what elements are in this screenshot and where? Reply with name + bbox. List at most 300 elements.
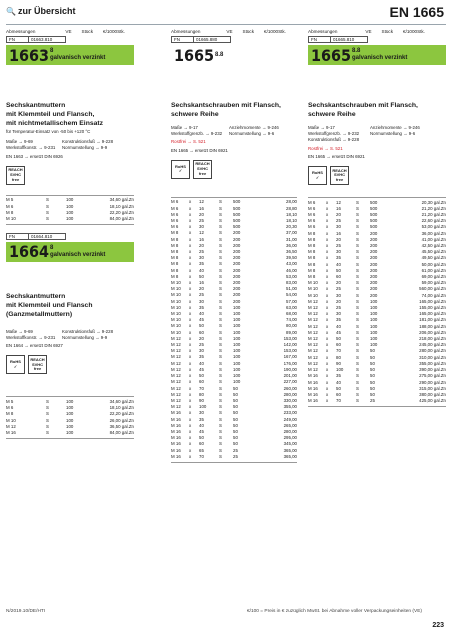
table-cell: S <box>356 360 359 366</box>
table-cell: S <box>356 391 359 397</box>
info-link[interactable]: Maße → 9-17 <box>308 125 335 130</box>
table-cell: x <box>189 428 192 434</box>
table-cell: 50 <box>370 385 375 391</box>
table-cell: 30 <box>336 224 341 230</box>
table-cell: S <box>219 205 222 211</box>
info-link[interactable]: Anziehmomente → 9-246 <box>229 125 279 130</box>
title-line: mit Klemmteil und Flansch, <box>6 111 95 118</box>
table-cell: M 12 <box>308 311 318 317</box>
part-number-box <box>308 36 368 43</box>
table-cell: 100 <box>66 197 74 203</box>
table-cell: 50 <box>370 360 375 366</box>
table-cell: 12 <box>336 199 341 205</box>
table-cell: 54,00 <box>286 292 297 298</box>
info-link[interactable]: Anziehmomente → 9-246 <box>370 125 420 130</box>
table-cell: 16 <box>199 236 204 242</box>
table-cell: x <box>326 261 329 267</box>
table-cell: 57,00 <box>286 298 297 304</box>
badge-text: SVHC <box>196 166 209 172</box>
table-cell: 30 <box>199 224 204 230</box>
table-cell: S <box>46 423 49 429</box>
table-cell: 20,30 <box>286 224 297 230</box>
table-cell: M 16 <box>171 428 181 434</box>
table-cell: 176,00 <box>283 360 297 366</box>
table-cell: 153,00 <box>283 348 297 354</box>
back-to-overview-link[interactable] <box>6 6 75 16</box>
table-cell: S <box>219 211 222 217</box>
product-grade: 8.8 <box>215 51 224 58</box>
table-cell: 200 <box>370 280 378 286</box>
table-cell: S <box>356 317 359 323</box>
table-cell: S <box>356 212 359 218</box>
table-cell: M 12 <box>171 404 181 410</box>
table-cell: 50 <box>199 373 204 379</box>
table-cell: x <box>326 236 329 242</box>
table-cell: M 8 <box>308 230 316 236</box>
info-link[interactable]: Maße → 9-17 <box>171 125 198 130</box>
table-cell: 290,00 gal.Zn <box>419 379 446 385</box>
table-cell: S <box>219 348 222 354</box>
table-cell: x <box>326 249 329 255</box>
divider <box>6 195 134 196</box>
table-cell: 40 <box>336 261 341 267</box>
table-cell: S <box>219 373 222 379</box>
info-link[interactable]: Konstruktionsfuß → 9-228 <box>62 139 114 145</box>
table-cell: 20 <box>336 236 341 242</box>
pn-value: 01665.810 <box>333 37 355 42</box>
table-cell: S <box>356 398 359 404</box>
table-cell: 40 <box>336 323 341 329</box>
table-cell: M 12 <box>308 305 318 311</box>
info-link[interactable]: Normumstellung → 9-6 <box>370 131 416 137</box>
rohs-badge <box>308 166 327 185</box>
table-cell: 40 <box>336 379 341 385</box>
table-cell: x <box>189 422 192 428</box>
table-cell: 50 <box>199 273 204 279</box>
table-cell: 35 <box>336 373 341 379</box>
table-cell: 50 <box>233 416 238 422</box>
table-cell: 200 <box>370 292 378 298</box>
page-code: EN 1665 <box>389 4 444 20</box>
table-cell: S <box>219 261 222 267</box>
table-cell: M 8 <box>308 243 316 249</box>
table-cell: S <box>356 373 359 379</box>
table-cell: 233,00 <box>283 410 297 416</box>
reach-svhc-badge <box>330 166 349 185</box>
table-cell: 20 <box>336 298 341 304</box>
table-cell: x <box>189 453 192 459</box>
table-cell: M 12 <box>171 348 181 354</box>
table-cell: 280,00 gal.Zn <box>419 348 446 354</box>
table-cell: S <box>356 274 359 280</box>
table-cell: M 10 <box>171 323 181 329</box>
table-cell: S <box>46 216 49 222</box>
table-cell: 63,00 <box>286 304 297 310</box>
info-links <box>6 329 134 341</box>
table-cell: M 8 <box>308 274 316 280</box>
hdr-price: €/1000Stk. <box>264 29 286 34</box>
table-cell: 100 <box>370 298 378 304</box>
price-table-1665-zinc <box>308 200 446 405</box>
table-cell: 200 <box>233 230 241 236</box>
table-cell: M 12 <box>308 348 318 354</box>
rostfrei-link[interactable]: Rostfrei → S. 521 <box>308 145 343 151</box>
table-cell: S <box>219 416 222 422</box>
badge-text: REACH <box>195 161 210 167</box>
table-cell: M 8 <box>171 230 179 236</box>
table-cell: M 12 <box>171 342 181 348</box>
table-cell: 49,50 gal.Zn <box>421 255 446 261</box>
table-cell: M 6 <box>171 199 179 205</box>
info-link[interactable]: Normumstellung → 9-9 <box>62 145 108 151</box>
table-cell: M 6 <box>308 212 316 218</box>
title-line: Sechskantschrauben mit Flansch, <box>308 102 418 109</box>
table-cell: 200 <box>370 249 378 255</box>
table-cell: x <box>189 249 192 255</box>
table-cell: 100 <box>233 360 241 366</box>
info-link[interactable]: Konstruktionsfuß → 9-228 <box>62 328 114 334</box>
table-cell: x <box>189 205 192 211</box>
table-cell: 188,00 gal.Zn <box>419 323 446 329</box>
table-cell: M 12 <box>308 329 318 335</box>
table-cell: 60 <box>199 441 204 447</box>
table-cell: M 16 <box>171 416 181 422</box>
table-cell: x <box>326 280 329 286</box>
title-line: (Ganzmetallmuttern) <box>6 310 73 318</box>
table-cell: 165,00 gal.Zn <box>419 298 446 304</box>
table-cell: 100 <box>233 329 241 335</box>
table-cell: x <box>189 292 192 298</box>
table-cell: 36,50 <box>286 249 297 255</box>
table-cell: 200 <box>233 267 241 273</box>
replaces-note: EN 1664 → ersetzt DIN 6927 <box>6 343 63 349</box>
info-link[interactable]: Maße → 9-69 <box>6 328 33 334</box>
table-cell: M 12 <box>171 366 181 372</box>
table-cell: S <box>219 273 222 279</box>
hdr-dimensions: Abmessungen <box>6 29 36 34</box>
table-cell: 22,60 gal.Zn <box>421 218 446 224</box>
divider <box>308 197 446 198</box>
title-line: Sechskantmuttern <box>6 292 66 300</box>
table-cell: M 16 <box>308 379 318 385</box>
badge-text: free <box>335 176 344 182</box>
table-cell: 190,00 <box>283 366 297 372</box>
table-cell: x <box>326 255 329 261</box>
table-cell: S <box>356 323 359 329</box>
table-cell: x <box>189 385 192 391</box>
table-cell: 100 <box>66 430 74 436</box>
table-cell: 265,00 <box>283 422 297 428</box>
table-cell: 53,00 gal.Zn <box>421 224 446 230</box>
table-cell: 200 <box>233 292 241 298</box>
table-cell: 200 <box>370 261 378 267</box>
product-title <box>308 101 446 119</box>
product-title <box>6 101 134 128</box>
table-cell: 218,00 gal.Zn <box>419 336 446 342</box>
table-cell: 25 <box>199 292 204 298</box>
table-cell: S <box>219 317 222 323</box>
table-cell: 100 <box>370 336 378 342</box>
column-header <box>171 29 297 34</box>
table-cell: 200 <box>233 286 241 292</box>
table-cell: 500 <box>233 205 241 211</box>
table-cell: x <box>189 304 192 310</box>
table-cell: 380,00 gal.Zn <box>419 391 446 397</box>
info-link[interactable]: Werkstoffkonstr. → 9-231 <box>6 335 56 341</box>
table-cell: 280,00 <box>283 428 297 434</box>
page-number: 223 <box>432 622 444 629</box>
info-link[interactable]: Werkstoffkonstr. → 9-231 <box>6 145 56 151</box>
title-line: schwere Reihe <box>171 111 219 118</box>
table-cell: 100 <box>233 354 241 360</box>
table-cell: 100 <box>233 342 241 348</box>
table-cell: x <box>189 329 192 335</box>
table-cell: S <box>356 230 359 236</box>
table-cell: M 8 <box>171 261 179 267</box>
table-cell: M 12 <box>308 336 318 342</box>
table-cell: S <box>46 430 49 436</box>
pn-label: FN <box>172 37 194 42</box>
table-row <box>308 398 446 404</box>
title-line: Sechskantmuttern <box>6 102 66 109</box>
table-cell: 60 <box>199 329 204 335</box>
table-cell: 31,00 <box>286 236 297 242</box>
table-cell: M 12 <box>308 367 318 373</box>
table-cell: M 10 <box>308 280 318 286</box>
table-cell: M 12 <box>171 373 181 379</box>
table-cell: S <box>219 323 222 329</box>
info-link[interactable]: Maße → 9-69 <box>6 139 33 145</box>
column-1663-1664 <box>6 29 134 439</box>
table-cell: S <box>356 224 359 230</box>
table-cell: 50 <box>233 391 238 397</box>
table-cell: 100 <box>233 348 241 354</box>
table-cell: S <box>356 305 359 311</box>
price-table-1663 <box>6 197 134 222</box>
table-cell: 40 <box>199 311 204 317</box>
table-cell: M 8 <box>171 242 179 248</box>
table-cell: 80,00 <box>286 323 297 329</box>
table-cell: 42,50 gal.Zn <box>421 243 446 249</box>
table-cell: 35 <box>199 416 204 422</box>
table-cell: 249,00 <box>283 416 297 422</box>
badges <box>308 166 446 185</box>
table-cell: x <box>326 305 329 311</box>
table-cell: x <box>189 230 192 236</box>
table-cell: x <box>189 298 192 304</box>
table-cell: 100 <box>370 311 378 317</box>
table-cell: M 12 <box>308 360 318 366</box>
table-cell: 500 <box>233 218 241 224</box>
hdr-price: €/1000Stk. <box>403 29 425 34</box>
table-cell: 50 <box>370 379 375 385</box>
table-cell: 165,00 gal.Zn <box>419 311 446 317</box>
rostfrei-link[interactable]: Rostfrei → S. 521 <box>171 139 206 145</box>
title-line: Sechskantschrauben mit Flansch, <box>171 102 281 109</box>
product-banner-1663 <box>6 45 134 65</box>
table-cell: S <box>46 405 49 411</box>
table-cell: S <box>219 435 222 441</box>
table-cell: x <box>326 354 329 360</box>
table-cell: x <box>326 367 329 373</box>
badge-text: SVHC <box>31 361 44 367</box>
price-table-1665 <box>171 199 297 460</box>
table-cell: M 16 <box>171 435 181 441</box>
table-cell: 200 <box>370 230 378 236</box>
badge-text: free <box>198 170 207 176</box>
table-cell: x <box>326 224 329 230</box>
table-cell: 89,00 <box>286 329 297 335</box>
table-cell: 22,20 gal.Zn <box>109 209 134 215</box>
table-cell: 200 <box>233 255 241 261</box>
table-cell: 200 <box>233 273 241 279</box>
table-cell: M 16 <box>171 447 181 453</box>
table-cell: 25 <box>336 243 341 249</box>
table-cell: 80 <box>199 391 204 397</box>
table-cell: 100 <box>66 203 74 209</box>
table-cell: 181,00 gal.Zn <box>419 317 446 323</box>
table-cell: M 8 <box>308 267 316 273</box>
table-cell: x <box>189 342 192 348</box>
table-cell: x <box>189 323 192 329</box>
table-cell: M 12 <box>171 397 181 403</box>
table-cell: 100 <box>370 305 378 311</box>
table-cell: 18,10 gal.Zn <box>109 405 134 411</box>
price-table-1664 <box>6 399 134 436</box>
table-cell: M 10 <box>6 417 16 423</box>
pn-label: FN <box>7 234 29 239</box>
table-cell: 53,00 <box>286 273 297 279</box>
table-cell: M 10 <box>171 304 181 310</box>
table-cell: M 16 <box>171 410 181 416</box>
table-cell: x <box>189 354 192 360</box>
table-cell: 61,00 gal.Zn <box>421 267 446 273</box>
hdr-pieces: Stück <box>381 29 394 34</box>
table-cell: 100 <box>233 373 241 379</box>
table-cell: 20,30 gal.Zn <box>421 199 446 205</box>
table-cell: 30 <box>199 348 204 354</box>
table-cell: S <box>219 342 222 348</box>
pn-value: 01664.810 <box>31 233 53 239</box>
table-cell: M 6 <box>6 405 14 411</box>
product-grade: 8.8 <box>352 48 361 54</box>
table-cell: 100 <box>66 399 74 405</box>
divider <box>308 406 446 407</box>
table-cell: S <box>356 286 359 292</box>
table-cell: 201,00 <box>283 373 297 379</box>
info-links <box>6 139 134 151</box>
info-link[interactable]: Normumstellung → 9-6 <box>229 131 275 137</box>
table-cell: 200 <box>233 298 241 304</box>
table-cell: S <box>46 411 49 417</box>
table-cell: 280,00 <box>283 391 297 397</box>
table-cell: S <box>356 199 359 205</box>
table-cell: 36,50 gal.Zn <box>109 423 134 429</box>
product-grade: 8 <box>50 48 54 54</box>
table-cell: 59,00 gal.Zn <box>421 280 446 286</box>
table-cell: S <box>219 255 222 261</box>
info-link[interactable]: Werkstoffgrenzb. → 9-232 <box>171 131 223 137</box>
table-cell: M 16 <box>171 441 181 447</box>
table-cell: 100 <box>233 335 241 341</box>
table-cell: 25 <box>233 453 238 459</box>
table-cell: M 12 <box>308 323 318 329</box>
table-cell: x <box>189 211 192 217</box>
table-cell: x <box>189 317 192 323</box>
table-cell: 200 <box>233 242 241 248</box>
table-cell: x <box>189 236 192 242</box>
hdr-ve: VE <box>226 29 233 34</box>
table-cell: 20 <box>336 212 341 218</box>
info-link[interactable]: Normumstellung → 9-9 <box>62 335 108 341</box>
table-cell: 74,00 <box>286 317 297 323</box>
info-link[interactable]: Konstruktionsfuß → 9-228 <box>308 137 360 143</box>
table-cell: 12 <box>199 199 204 205</box>
table-cell: 16 <box>199 205 204 211</box>
table-cell: x <box>326 317 329 323</box>
table-cell: x <box>326 274 329 280</box>
table-cell: 60 <box>336 391 341 397</box>
badge-text: RoHS <box>10 359 21 365</box>
hdr-pieces: Stück <box>81 29 94 34</box>
table-cell: M 8 <box>308 255 316 261</box>
table-cell: 206,00 gal.Zn <box>419 329 446 335</box>
table-cell: S <box>219 249 222 255</box>
title-line: mit nichtmetallischem Einsatz <box>6 120 104 127</box>
table-cell: 500 <box>233 224 241 230</box>
table-cell: M 10 <box>308 286 318 292</box>
divider <box>6 224 134 225</box>
table-cell: 68,00 <box>286 311 297 317</box>
table-cell: x <box>326 292 329 298</box>
table-cell: 200 <box>233 261 241 267</box>
table-cell: 100 <box>199 404 207 410</box>
divider <box>171 462 297 463</box>
table-cell: 25 <box>199 342 204 348</box>
table-cell: 330,00 <box>283 397 297 403</box>
info-link[interactable]: Werkstoffgrenzb. → 9-232 <box>308 131 360 137</box>
table-cell: x <box>326 329 329 335</box>
table-cell: 12 <box>199 230 204 236</box>
table-cell: S <box>219 441 222 447</box>
table-cell: 65 <box>199 447 204 453</box>
table-cell: M 12 <box>308 317 318 323</box>
table-cell: S <box>356 336 359 342</box>
table-cell: 100 <box>66 423 74 429</box>
replaces-note: EN 1663 → ersetzt DIN 6926 <box>6 153 63 159</box>
table-cell: M 16 <box>308 373 318 379</box>
table-cell: M 10 <box>171 292 181 298</box>
table-cell: S <box>356 329 359 335</box>
table-cell: 30 <box>199 298 204 304</box>
table-cell: x <box>189 218 192 224</box>
table-cell: x <box>326 373 329 379</box>
table-cell: S <box>219 329 222 335</box>
badge-text: REACH <box>332 167 347 173</box>
table-cell: 34,60 gal.Zn <box>109 399 134 405</box>
table-cell: x <box>326 205 329 211</box>
check-icon: ✓ <box>178 168 183 174</box>
replaces-note: EN 1665 → ersetzt DIN 6921 <box>171 147 228 153</box>
table-cell: M 6 <box>6 203 14 209</box>
table-cell: 390,00 gal.Zn <box>419 367 446 373</box>
table-cell: 60 <box>199 379 204 385</box>
table-cell: 100 <box>66 405 74 411</box>
table-cell: x <box>189 224 192 230</box>
column-header <box>308 29 446 34</box>
table-cell: M 10 <box>171 329 181 335</box>
table-cell: 100 <box>336 367 344 373</box>
